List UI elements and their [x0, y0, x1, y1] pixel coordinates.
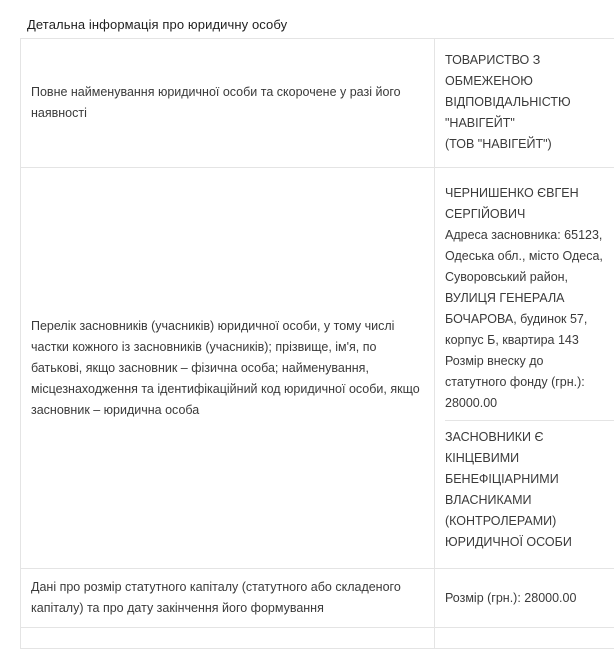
beneficiary-note — [445, 427, 614, 553]
row-label-founders: Перелік засновників (учасників) юридичної особи, у тому числі частки кожного із засновників (учасників); прізвище, ім'я, по батькові, якщо засновник – фізична особа; найменування, місцезнаходження та ідентифікаційний код юридичної особи, якщо засновник – юридична особа — [21, 168, 435, 569]
table-row — [21, 168, 614, 569]
row-value-next — [435, 628, 614, 649]
founder-contribution-line: статутного фонду (грн.): — [445, 372, 614, 393]
founder-name-line: СЕРГІЙОВИЧ — [445, 204, 614, 225]
note-line: ЗАСНОВНИКИ Є — [445, 427, 614, 448]
block-divider — [445, 420, 614, 421]
page-title: Детальна інформація про юридичну особу — [27, 17, 287, 32]
founder-address-line: БОЧАРОВА, будинок 57, — [445, 309, 614, 330]
note-line: КІНЦЕВИМИ — [445, 448, 614, 469]
founder-address-line: Суворовський район, — [445, 267, 614, 288]
row-label-capital: Дані про розмір статутного капіталу (статутного або складеного капіталу) та про дату закінчення його формування — [21, 569, 435, 628]
note-line: ЮРИДИЧНОЇ ОСОБИ — [445, 532, 614, 553]
value-line: (ТОВ "НАВІГЕЙТ") — [445, 134, 614, 155]
row-label-next — [21, 628, 435, 649]
founder-contribution-line: 28000.00 — [445, 393, 614, 414]
founder-address-line: Одеська обл., місто Одеса, — [445, 246, 614, 267]
value-line: ТОВАРИСТВО З — [445, 50, 614, 71]
founder-address-line: Адреса засновника: 65123, — [445, 225, 614, 246]
row-value-full-name — [435, 39, 614, 168]
note-line: (КОНТРОЛЕРАМИ) — [445, 511, 614, 532]
table-row — [21, 569, 614, 628]
note-line: ВЛАСНИКАМИ — [445, 490, 614, 511]
table-row — [21, 628, 614, 649]
value-line: "НАВІГЕЙТ" — [445, 113, 614, 134]
entity-details-table — [20, 38, 614, 649]
value-line: ВІДПОВІДАЛЬНІСТЮ — [445, 92, 614, 113]
row-value-capital: Розмір (грн.): 28000.00 — [435, 569, 614, 628]
note-line: БЕНЕФІЦІАРНИМИ — [445, 469, 614, 490]
founder-name-line: ЧЕРНИШЕНКО ЄВГЕН — [445, 183, 614, 204]
row-value-founders — [435, 168, 614, 569]
row-label-full-name: Повне найменування юридичної особи та скорочене у разі його наявності — [21, 39, 435, 168]
table-row — [21, 39, 614, 168]
founder-address-line: корпус Б, квартира 143 — [445, 330, 614, 351]
founder-address-line: ВУЛИЦЯ ГЕНЕРАЛА — [445, 288, 614, 309]
founder-contribution-line: Розмір внеску до — [445, 351, 614, 372]
founder-block — [445, 183, 614, 414]
value-line: ОБМЕЖЕНОЮ — [445, 71, 614, 92]
